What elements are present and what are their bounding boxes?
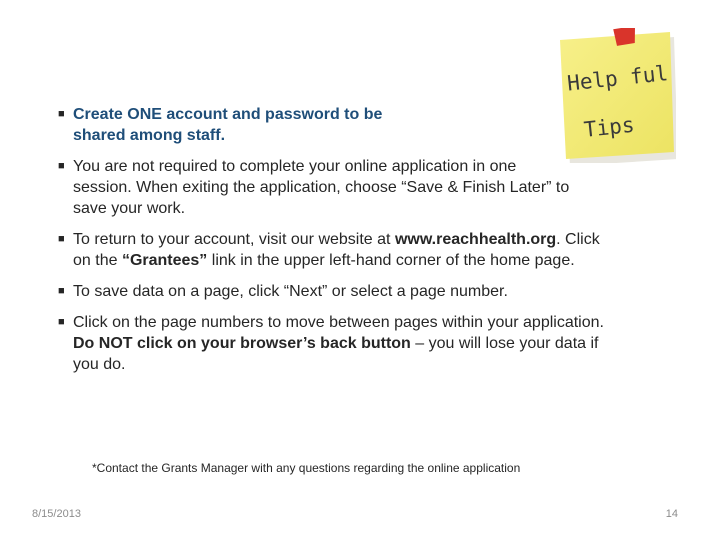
website-link[interactable]: www.reachhealth.org bbox=[394, 231, 557, 248]
square-bullet-icon: ■ bbox=[58, 233, 65, 245]
bullet-create-account bbox=[56, 104, 393, 146]
sticky-note-line2: Tips bbox=[582, 112, 636, 142]
grantees-link-name: “Grantees” bbox=[121, 252, 208, 269]
sticky-note-line1: Help ful bbox=[566, 61, 670, 96]
square-bullet-icon: ■ bbox=[58, 108, 65, 120]
bullet-text-part: . Click on the bbox=[73, 231, 600, 269]
sticky-note-paper bbox=[560, 32, 674, 159]
bullet-save-finish-later bbox=[56, 156, 573, 219]
bullet-return-to-account bbox=[56, 229, 616, 271]
square-bullet-icon: ■ bbox=[58, 160, 65, 172]
bullet-text-part: To return to your account, visit our website at bbox=[73, 231, 395, 248]
tips-list bbox=[56, 104, 616, 375]
bullet-page-numbers bbox=[56, 312, 616, 375]
back-button-warning: Do NOT click on your browser’s back button bbox=[73, 335, 411, 352]
footer-date: 8/15/2013 bbox=[32, 508, 81, 520]
bullet-text: You are not required to complete your online application in one session. When exiting the application, choose “Save & Finish Later” to save your work. bbox=[73, 158, 570, 217]
page-number: 14 bbox=[665, 508, 678, 520]
bullet-text-part: – you will lose your data if you do. bbox=[73, 335, 599, 373]
square-bullet-icon: ■ bbox=[58, 316, 65, 328]
bullet-save-data bbox=[56, 281, 616, 302]
bullet-text-part: link in the upper left-hand corner of the home page. bbox=[207, 252, 575, 269]
bullet-text-part: Click on the page numbers to move between pages within your application. bbox=[73, 314, 604, 331]
helpful-tips-sticky-note bbox=[548, 28, 676, 163]
bullet-text: Create ONE account and password to be shared among staff. bbox=[73, 106, 383, 144]
bullet-text: To save data on a page, click “Next” or select a page number. bbox=[73, 283, 508, 300]
contact-note: *Contact the Grants Manager with any questions regarding the online application bbox=[92, 461, 521, 475]
square-bullet-icon: ■ bbox=[58, 285, 65, 297]
